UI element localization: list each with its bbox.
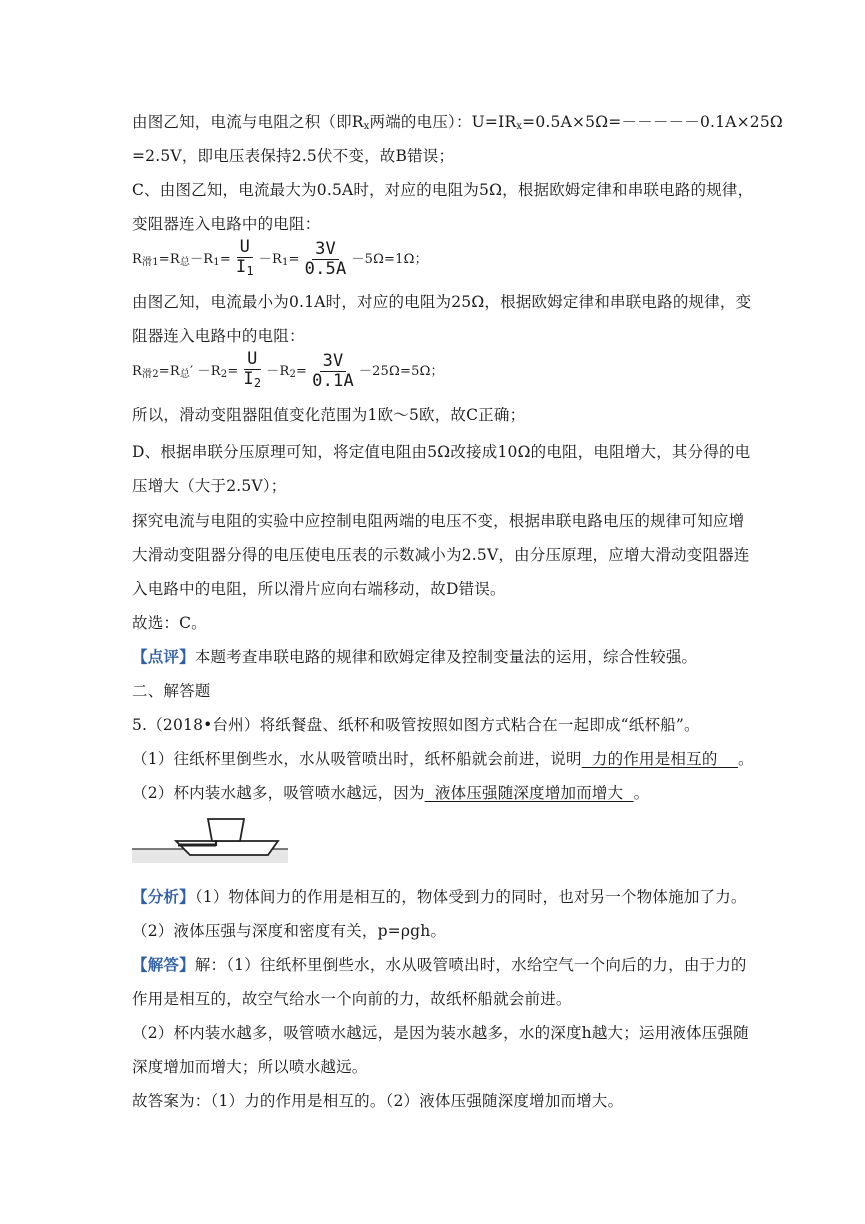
answer-blank-1: 力的作用是相互的 xyxy=(581,750,739,768)
eq-text: －R xyxy=(258,252,282,267)
paper-cup-boat-figure xyxy=(132,815,288,863)
numerator: U xyxy=(237,238,253,258)
eq-text: = xyxy=(296,364,308,379)
question-5-part-1 xyxy=(132,749,754,769)
fraction-u-over-i1 xyxy=(233,238,257,281)
text-line-6: 阻器连入电路中的电阻： xyxy=(132,327,305,345)
subscript: x xyxy=(516,121,523,132)
fraction-3v-over-0.5a xyxy=(302,240,350,279)
denominator-text: I xyxy=(235,257,247,277)
question-text: 。 xyxy=(633,784,650,802)
paper-cup xyxy=(208,819,244,841)
solution-tag: 【解答】 xyxy=(132,955,195,974)
subscript: 1 xyxy=(282,257,289,268)
question-5: 5.（2018•台州）将纸餐盘、纸杯和吸管按照如图方式粘合在一起即成“纸杯船”。 xyxy=(132,716,700,734)
denominator xyxy=(240,370,264,393)
solution-line-4: 深度增加而增大；所以喷水越远。 xyxy=(132,1058,368,1076)
numerator: 3V xyxy=(312,240,339,260)
eq-text: =R xyxy=(158,252,180,267)
text-line-11: 大滑动变阻器分得的电压使电压表的示数减小为2.5V，由分压原理，应增大滑动变阻器连 xyxy=(132,546,750,564)
text-segment: 两端的电压）：U=IR xyxy=(369,113,517,131)
solution-text: 解：（1）往纸杯里倒些水，水从吸管喷出时，水给空气一个向后的力，由于力的 xyxy=(194,956,747,974)
text-line-7: 所以，滑动变阻器阻值变化范围为1欧～5欧，故C正确； xyxy=(132,406,526,424)
paper-plate-hull xyxy=(176,841,278,855)
subscript: 总 xyxy=(179,257,191,268)
text-line-4: 变阻器连入电路中的电阻： xyxy=(132,215,321,233)
numerator: 3V xyxy=(320,352,347,372)
subscript: 2 xyxy=(253,376,262,390)
solution-line xyxy=(132,955,747,975)
text-line-12: 入电路中的电阻，所以滑片应向右端移动，故D错误。 xyxy=(132,580,506,598)
subscript: 滑2 xyxy=(142,369,159,380)
equation-r-slide-1 xyxy=(132,238,428,282)
review-text: 本题考查串联电路的规律和欧姆定律及控制变量法的运用，综合性较强。 xyxy=(194,648,698,666)
subscript: x xyxy=(363,121,370,132)
eq-text: R xyxy=(132,364,142,379)
denominator: 0.1A xyxy=(312,371,354,391)
text-line-8: D、根据串联分压原理可知，将定值电阻由5Ω改接成10Ω的电阻，电阻增大，其分得的电 xyxy=(132,443,751,461)
subscript: 总 xyxy=(179,369,191,380)
analysis-line-2: （2）液体压强与深度和密度有关，p=ρgh。 xyxy=(132,922,447,940)
solution-line-2: 作用是相互的，故空气给水一个向前的力，故纸杯船就会前进。 xyxy=(132,990,572,1008)
text-segment: =0.5A×5Ω=－－－－－0.1A×25Ω xyxy=(522,113,783,131)
review-line xyxy=(132,647,697,667)
eq-text: =R xyxy=(158,364,180,379)
question-text: 。 xyxy=(738,750,754,768)
review-tag: 【点评】 xyxy=(132,647,195,666)
text-line-13: 故选：C。 xyxy=(132,614,207,632)
text-line-9: 压增大（大于2.5V）； xyxy=(132,477,287,495)
question-text: （1）往纸杯里倒些水，水从吸管喷出时，纸杯船就会前进，说明 xyxy=(132,750,582,768)
denominator xyxy=(233,258,257,281)
answer-blank-2: 液体压强随深度增加而增大 xyxy=(424,784,634,802)
final-answer: 故答案为：（1）力的作用是相互的。（2）液体压强随深度增加而增大。 xyxy=(132,1092,624,1110)
subscript: 滑1 xyxy=(142,257,159,268)
section-heading: 二、解答题 xyxy=(132,682,211,700)
subscript: 1 xyxy=(213,257,220,268)
eq-text: －R xyxy=(266,364,290,379)
equation-r-slide-2 xyxy=(132,350,444,394)
denominator: 0.5A xyxy=(304,259,347,279)
analysis-text: （1）物体间力的作用是相互的，物体受到力的同时，也对另一个物体施加了力。 xyxy=(194,888,747,906)
text-line-1 xyxy=(132,112,783,137)
text-line-5: 由图乙知，电流最小为0.1A时，对应的电阻为25Ω，根据欧姆定律和串联电路的规律，变 xyxy=(132,293,752,311)
eq-text: －R xyxy=(190,252,214,267)
text-line-3: C、由图乙知，电流最大为0.5A时，对应的电阻为5Ω，根据欧姆定律和串联电路的规律， xyxy=(132,181,754,199)
question-text: （2）杯内装水越多，吸管喷水越远，因为 xyxy=(132,784,425,802)
eq-text: －5Ω=1Ω； xyxy=(351,252,428,267)
subscript: 2 xyxy=(220,369,228,380)
fraction-3v-over-0.1a xyxy=(309,352,357,391)
analysis-tag: 【分析】 xyxy=(132,887,195,906)
eq-text: = xyxy=(227,364,239,379)
eq-text: = xyxy=(219,252,231,267)
eq-text: －25Ω=5Ω； xyxy=(358,364,444,379)
question-5-part-2 xyxy=(132,783,649,803)
text-segment: 由图乙知，电流与电阻之积（即R xyxy=(132,113,364,131)
eq-text: R xyxy=(132,252,142,267)
denominator-text: I xyxy=(243,369,254,389)
text-line-2: =2.5V，即电压表保持2.5伏不变，故B错误； xyxy=(132,147,455,165)
subscript: 2 xyxy=(289,369,297,380)
fraction-u-over-i2 xyxy=(240,350,264,393)
analysis-line xyxy=(132,887,747,907)
subscript: 1 xyxy=(246,264,254,278)
eq-text: = xyxy=(288,252,300,267)
text-line-10: 探究电流与电阻的实验中应控制电阻两端的电压不变，根据串联电路电压的规律可知应增 xyxy=(132,512,745,530)
numerator: U xyxy=(244,350,260,370)
solution-line-3: （2）杯内装水越多，吸管喷水越远，是因为装水越多，水的深度h越大；运用液体压强随 xyxy=(132,1024,749,1042)
eq-text: ′ －R xyxy=(190,364,221,379)
